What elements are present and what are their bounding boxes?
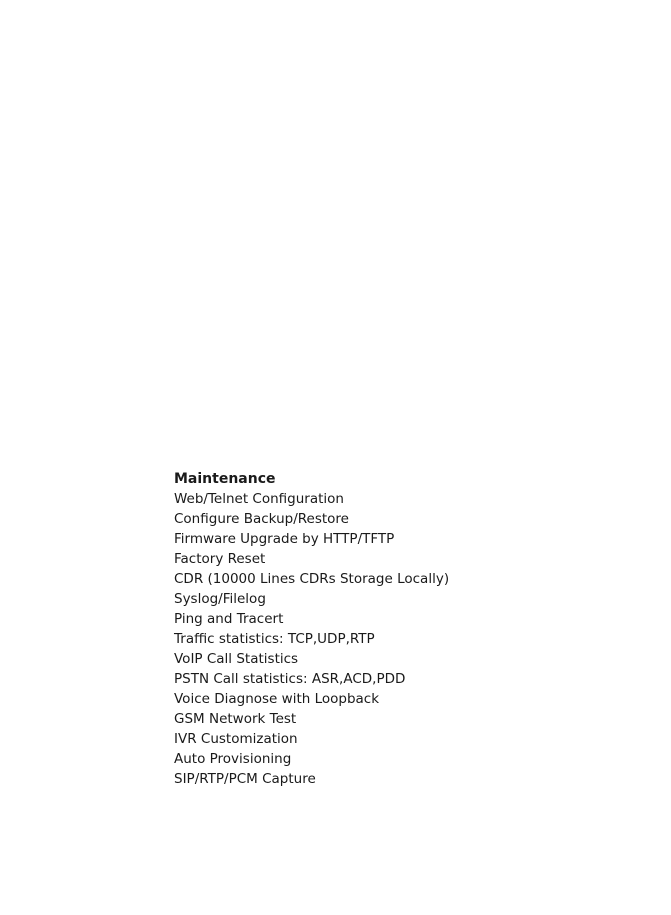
maintenance-section	[174, 469, 594, 789]
feature-list	[174, 489, 594, 789]
list-item: SIP/RTP/PCM Capture	[174, 771, 316, 787]
list-item: Configure Backup/Restore	[174, 511, 349, 527]
section-title: Maintenance	[174, 471, 276, 487]
list-item: Firmware Upgrade by HTTP/TFTP	[174, 531, 395, 547]
list-item: PSTN Call statistics: ASR,ACD,PDD	[174, 671, 406, 687]
list-item: Syslog/Filelog	[174, 591, 266, 607]
list-item: Ping and Tracert	[174, 611, 284, 627]
list-item: VoIP Call Statistics	[174, 651, 299, 667]
list-item: IVR Customization	[174, 731, 298, 747]
list-item: CDR (10000 Lines CDRs Storage Locally)	[174, 571, 450, 587]
list-item: Factory Reset	[174, 551, 266, 567]
list-item: GSM Network Test	[174, 711, 297, 727]
list-item: Voice Diagnose with Loopback	[174, 691, 380, 707]
list-item: Auto Provisioning	[174, 751, 292, 767]
list-item: Traffic statistics: TCP,UDP,RTP	[174, 631, 375, 647]
list-item: Web/Telnet Configuration	[174, 491, 344, 507]
